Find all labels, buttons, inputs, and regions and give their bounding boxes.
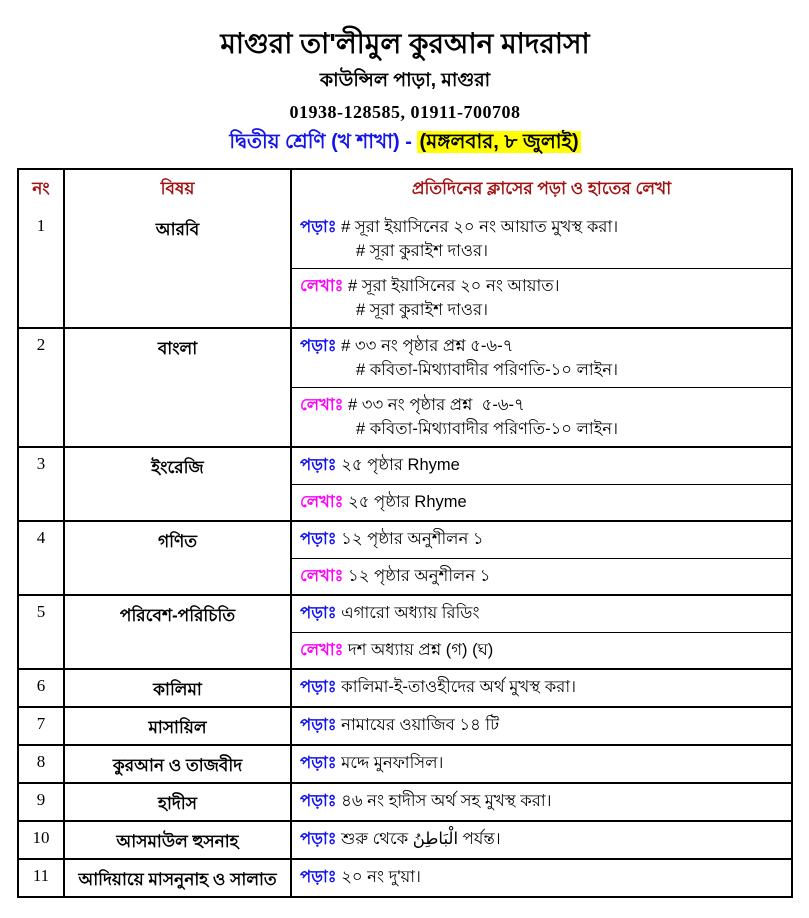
writing-label: লেখাঃ (300, 567, 344, 585)
row-number: 10 (19, 822, 65, 858)
table-row (19, 520, 791, 594)
entry-line (300, 527, 783, 551)
entry-text: ২৫ পৃষ্ঠার Rhyme (343, 493, 467, 511)
homework-table (17, 168, 793, 898)
row-number: 4 (19, 522, 65, 594)
row-number: 3 (19, 448, 65, 520)
madrasa-address: কাউন্সিল পাড়া, মাগুরা (319, 70, 491, 91)
entry-text: # সূরা ইয়াসিনের ২০ নং আয়াত মুখস্থ করা। (336, 218, 619, 236)
document-header (17, 26, 793, 160)
entry-line (300, 675, 783, 699)
row-content (292, 822, 791, 858)
entry-text: # ৩৩ নং পৃষ্ঠার প্রশ্ন ৫-৬-৭ (336, 337, 514, 355)
row-content (292, 860, 791, 896)
writing-entry (292, 268, 791, 327)
row-content (292, 522, 791, 594)
reading-label: পড়াঃ (300, 530, 337, 548)
row-number: 1 (19, 210, 65, 327)
entry-line (300, 564, 783, 588)
table-row (19, 594, 791, 668)
header-serial: নং (19, 170, 65, 210)
entry-text: ১২ পৃষ্ঠার অনুশীলন ১ (336, 530, 484, 548)
row-subject: মাসায়িল (65, 708, 292, 744)
entry-line (300, 334, 783, 358)
writing-entry (292, 484, 791, 520)
row-subject: ইংরেজি (65, 448, 292, 520)
row-subject: কুরআন ও তাজবীদ (65, 746, 292, 782)
table-row (19, 744, 791, 782)
reading-entry (292, 522, 791, 558)
entry-line-continued: # সূরা কুরাইশ দাওর। (356, 242, 489, 260)
row-content (292, 708, 791, 744)
entry-text: নামাযের ওয়াজিব ১৪ টি (336, 716, 500, 734)
entry-line (300, 453, 783, 477)
table-row (19, 210, 791, 327)
reading-entry (292, 596, 791, 632)
table-row (19, 820, 791, 858)
reading-label: পড়াঃ (300, 456, 337, 474)
row-subject: গণিত (65, 522, 292, 594)
reading-label: পড়াঃ (300, 716, 337, 734)
reading-entry (292, 860, 791, 896)
row-content (292, 670, 791, 706)
writing-label: লেখাঃ (300, 277, 344, 295)
row-content (292, 784, 791, 820)
writing-label: লেখাঃ (300, 396, 344, 414)
reading-label: পড়াঃ (300, 754, 337, 772)
row-subject: আসমাউল হুসনাহ (65, 822, 292, 858)
table-row (19, 706, 791, 744)
entry-text: # সূরা ইয়াসিনের ২০ নং আয়াত। (343, 277, 560, 295)
reading-label: পড়াঃ (300, 604, 337, 622)
reading-entry (292, 822, 791, 858)
writing-entry (292, 632, 791, 668)
reading-entry (292, 784, 791, 820)
row-subject: পরিবেশ-পরিচিতি (65, 596, 292, 668)
madrasa-title: মাগুরা তা'লীমুল কুরআন মাদরাসা (220, 28, 590, 59)
entry-line-continued: # কবিতা-মিথ্যাবাদীর পরিণতি-১০ লাইন। (356, 361, 619, 379)
row-subject: হাদীস (65, 784, 292, 820)
reading-label: পড়াঃ (300, 218, 337, 236)
row-subject: আরবি (65, 210, 292, 327)
class-section-label: দ্বিতীয় শ্রেণি (খ শাখা) - (229, 131, 418, 153)
reading-entry (292, 670, 791, 706)
row-number: 11 (19, 860, 65, 896)
writing-label: লেখাঃ (300, 493, 344, 511)
entry-text: দশ অধ্যায় প্রশ্ন (গ) (ঘ) (343, 641, 494, 659)
entry-line (300, 601, 783, 625)
entry-text: কালিমা-ই-তাওহীদের অর্থ মুখস্থ করা। (336, 678, 577, 696)
entry-line (300, 490, 783, 514)
writing-label: লেখাঃ (300, 641, 344, 659)
entry-line (300, 713, 783, 737)
date-highlight: (মঙ্গলবার, ৮ জুলাই) (419, 131, 579, 153)
table-body (19, 210, 791, 896)
entry-line (300, 751, 783, 775)
entry-text: ১২ পৃষ্ঠার অনুশীলন ১ (343, 567, 491, 585)
reading-entry (292, 746, 791, 782)
entry-text: ৪৬ নং হাদীস অর্থ সহ মুখস্থ করা। (336, 792, 552, 810)
row-number: 2 (19, 329, 65, 446)
entry-text: এগারো অধ্যায় রিডিং (336, 604, 480, 622)
reading-entry (292, 448, 791, 484)
entry-text: শুরু থেকে الْبَاطِنُ পর্যন্ত। (336, 830, 501, 848)
entry-line (300, 274, 783, 298)
row-content (292, 448, 791, 520)
reading-label: পড়াঃ (300, 868, 337, 886)
table-row (19, 782, 791, 820)
class-line (17, 127, 793, 160)
entry-text: ২৫ পৃষ্ঠার Rhyme (336, 456, 460, 474)
entry-line-continued: # কবিতা-মিথ্যাবাদীর পরিণতি-১০ লাইন। (356, 420, 619, 438)
row-number: 6 (19, 670, 65, 706)
entry-text: # ৩৩ নং পৃষ্ঠার প্রশ্ন ৫-৬-৭ (343, 396, 525, 414)
entry-line (300, 215, 783, 239)
table-row (19, 327, 791, 446)
row-subject: বাংলা (65, 329, 292, 446)
writing-entry (292, 558, 791, 594)
row-subject: আদিয়ায়ে মাসনুনাহ ও সালাত (65, 860, 292, 896)
entry-line (300, 827, 783, 851)
row-content (292, 596, 791, 668)
table-header-row (19, 170, 791, 210)
row-number: 8 (19, 746, 65, 782)
reading-entry (292, 329, 791, 387)
entry-line-continued: # সূরা কুরাইশ দাওর। (356, 301, 489, 319)
header-lessons: প্রতিদিনের ক্লাসের পড়া ও হাতের লেখা (411, 179, 672, 198)
reading-entry (292, 708, 791, 744)
row-number: 5 (19, 596, 65, 668)
phone-numbers: 01938-128585, 01911-700708 (289, 102, 521, 122)
entry-text: ২০ নং দু'য়া। (336, 868, 421, 886)
reading-entry (292, 210, 791, 268)
row-content (292, 210, 791, 327)
row-number: 9 (19, 784, 65, 820)
reading-label: পড়াঃ (300, 830, 337, 848)
entry-text: মদ্দে মুনফাসিল। (336, 754, 444, 772)
header-subject: বিষয় (65, 170, 292, 210)
row-content (292, 329, 791, 446)
reading-label: পড়াঃ (300, 678, 337, 696)
entry-line (300, 638, 783, 662)
entry-line (300, 789, 783, 813)
writing-entry (292, 387, 791, 446)
table-row (19, 858, 791, 896)
row-content (292, 746, 791, 782)
entry-line (300, 865, 783, 889)
table-row (19, 668, 791, 706)
entry-line (300, 393, 783, 417)
row-subject: কালিমা (65, 670, 292, 706)
row-number: 7 (19, 708, 65, 744)
reading-label: পড়াঃ (300, 337, 337, 355)
table-row (19, 446, 791, 520)
reading-label: পড়াঃ (300, 792, 337, 810)
